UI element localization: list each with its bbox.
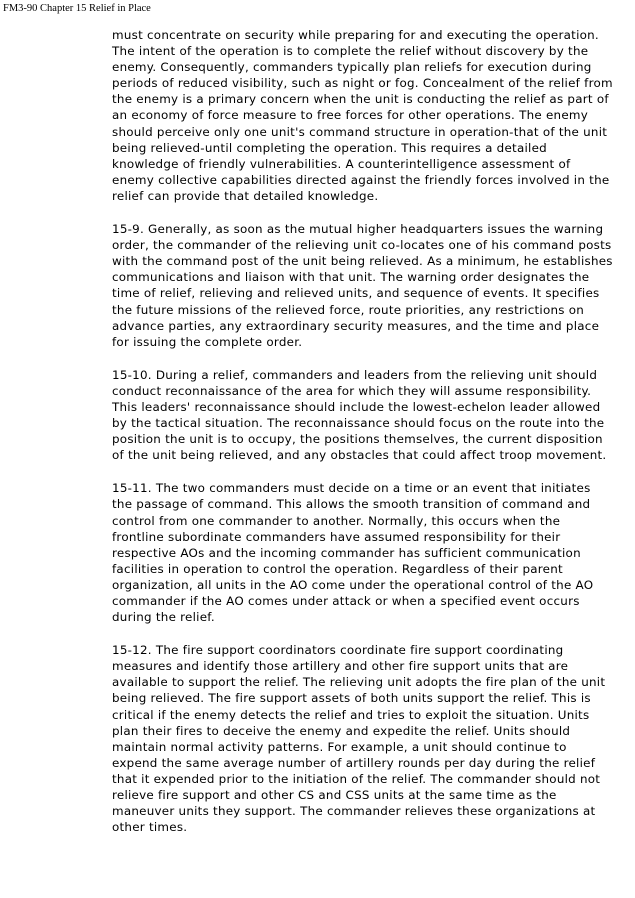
paragraph-15-10: 15-10. During a relief, commanders and leaders from the relieving unit should conduct reconnaissance of the area for which they will assume responsibility. This leaders' reconnaissance should include the lowest-echelon leader allowed by the tactical situation. The reconnaissance should focus on the route into the position the unit is to occupy, the positions themselves, the current disposition of the unit being relieved, and any obstacles that could affect troop movement.: [112, 367, 607, 463]
document-body: [112, 27, 614, 852]
paragraph-continued: must concentrate on security while preparing for and executing the operation. The intent of the operation is to complete the relief without discovery by the enemy. Consequently, commanders typically plan reliefs for execution during periods of reduced visibility, such as night or fog. Concealment of the relief from the enemy is a primary concern when the unit is conducting the relief as part of an economy of force measure to free forces for other operations. The enemy should perceive only one unit's command structure in operation-that of the unit being relieved-until completing the operation. This requires a detailed knowledge of friendly vulnerabilities. A counterintelligence assessment of enemy collective capabilities directed against the friendly forces involved in the relief can provide that detailed knowledge.: [112, 28, 613, 203]
running-header: FM3-90 Chapter 15 Relief in Place: [3, 3, 151, 14]
paragraph-15-9: 15-9. Generally, as soon as the mutual higher headquarters issues the warning order, the commander of the relieving unit co-locates one of his command posts with the command post of the unit being relieved. As a minimum, he establishes communications and liaison with that unit. The warning order designates the time of relief, relieving and relieved units, and sequence of events. It specifies the future missions of the relieved force, route priorities, any restrictions on advance parties, any extraordinary security measures, and the time and place for issuing the complete order.: [112, 222, 613, 349]
paragraph-15-12: 15-12. The fire support coordinators coordinate fire support coordinating measures and identify those artillery and other fire support units that are available to support the relief. The relieving unit adopts the fire plan of the unit being relieved. The fire support assets of both units support the relief. This is critical if the enemy detects the relief and tries to exploit the situation. Units plan their fires to deceive the enemy and expedite the relief. Units should maintain normal activity patterns. For example, a unit should continue to expend the same average number of artillery rounds per day during the relief that it expended prior to the initiation of the relief. The commander should not relieve fire support and other CS and CSS units at the same time as the maneuver units they support. The commander relieves these organizations at other times.: [112, 643, 606, 835]
paragraph-15-11: 15-11. The two commanders must decide on a time or an event that initiates the passage of command. This allows the smooth transition of command and control from one commander to another. Normally, this occurs when the frontline subordinate commanders have assumed responsibility for their respective AOs and the incoming commander has sufficient communication facilities in operation to control the operation. Regardless of their parent organization, all units in the AO come under the operational control of the AO commander if the AO comes under attack or when a specified event occurs during the relief.: [112, 481, 594, 625]
